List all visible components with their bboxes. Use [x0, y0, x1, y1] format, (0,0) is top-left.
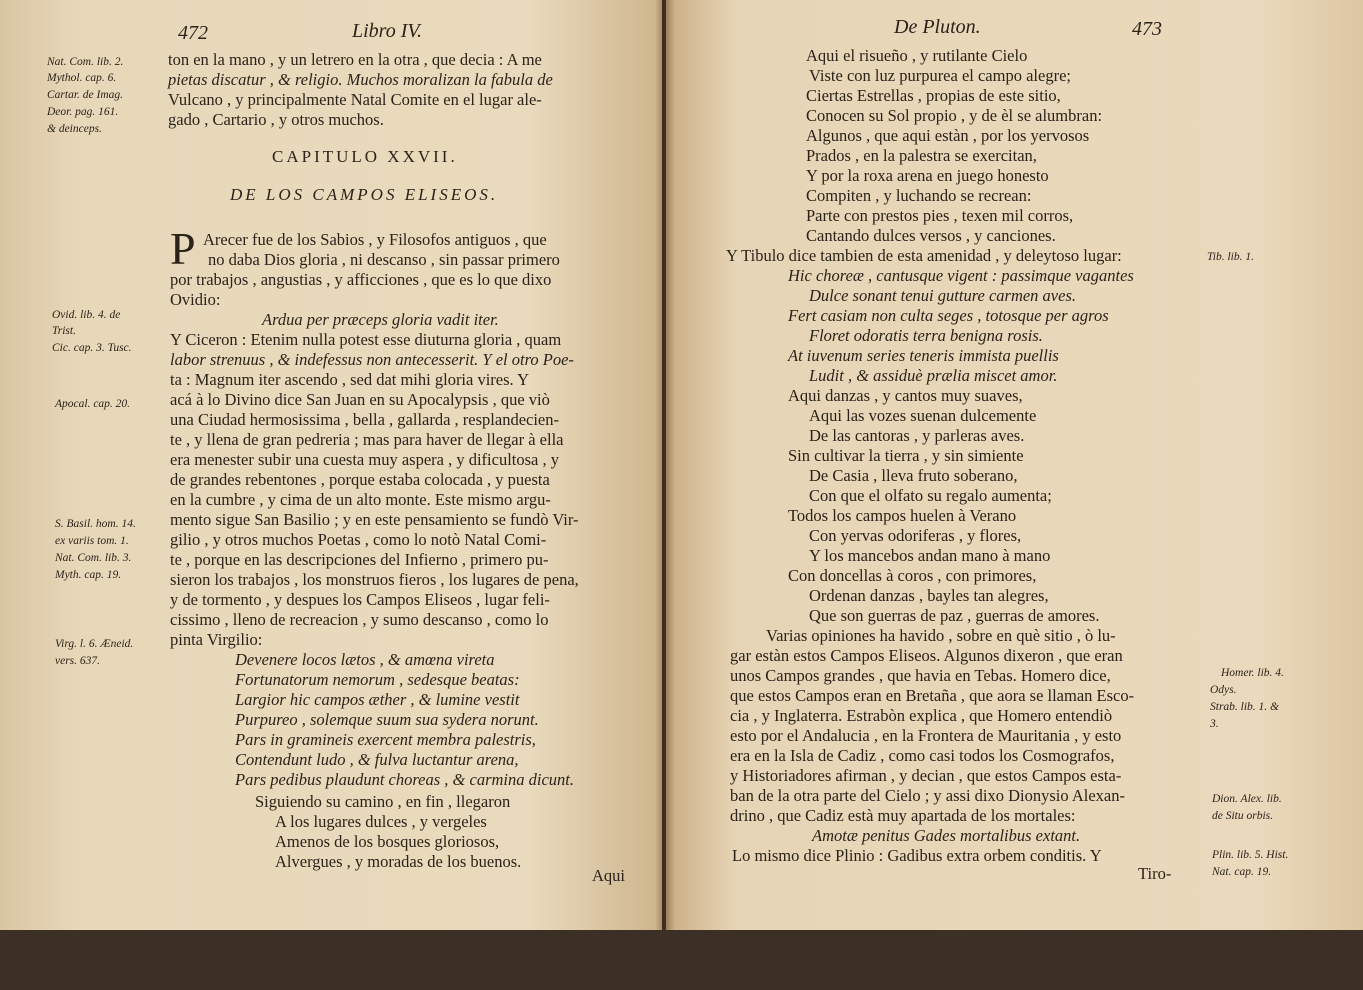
background-surface — [0, 930, 1363, 990]
catchword: Tiro- — [1138, 864, 1172, 883]
text-line: gar estàn estos Campos Eliseos. Algunos dixeron , que eran — [730, 646, 1123, 665]
verse-line: Que son guerras de paz , guerras de amores. — [809, 606, 1100, 625]
verse-line: Ordenan danzas , bayles tan alegres, — [809, 586, 1049, 605]
text-line: Y Tibulo dice tambien de esta amenidad , y deleytoso lugar: — [726, 246, 1122, 265]
text-line: sieron los trabajos , los monstruos fieros , los lugares de pena, — [170, 570, 579, 589]
text-line: ta : Magnum iter ascendo , sed dat mihi gloria vires. Y — [170, 370, 530, 389]
text-line: Arecer fue de los Sabios , y Filosofos antiguos , que — [203, 230, 547, 249]
margin-note: Strab. lib. 1. & — [1210, 701, 1280, 713]
text-line: Varias opiniones ha havido , sobre en què sitio , ò lu- — [766, 626, 1116, 645]
chapter-subtitle: DE LOS CAMPOS ELISEOS. — [230, 185, 499, 204]
text-line: acá à lo Divino dice San Juan en su Apocalypsis , que viò — [170, 390, 550, 409]
chapter-title: CAPITULO XXVII. — [272, 147, 458, 166]
verse-line: Fortunatorum nemorum , sedesque beatas: — [235, 670, 520, 689]
verse-line: Ardua per præceps gloria vadit iter. — [262, 310, 499, 329]
verse-line: Prados , en la palestra se exercitan, — [806, 146, 1037, 165]
verse-line: Aqui las vozes suenan dulcemente — [809, 406, 1037, 425]
margin-note: S. Basil. hom. 14. — [55, 518, 136, 530]
text-line: te , y llena de gran pedreria ; mas para haver de llegar à ella — [170, 430, 564, 449]
margin-note: & deinceps. — [47, 123, 102, 135]
text-line: gado , Cartario , y otros muchos. — [168, 110, 384, 129]
verse-line: Pars in gramineis exercent membra palestris, — [235, 730, 536, 749]
text-line: ban de la otra parte del Cielo ; y assi dixo Dionysio Alexan- — [730, 786, 1125, 805]
drop-cap: P — [170, 223, 196, 274]
verse-line: Aqui danzas , y cantos muy suaves, — [788, 386, 1023, 405]
margin-note: 3. — [1210, 718, 1219, 730]
verse-line: Viste con luz purpurea el campo alegre; — [809, 66, 1071, 85]
margin-note: Homer. lib. 4. — [1221, 667, 1284, 679]
text-line: pinta Virgilio: — [170, 630, 263, 649]
text-line: esto por el Andalucia , en la Frontera de Mauritania , y esto — [730, 726, 1122, 745]
verse-line: Cantando dulces versos , y canciones. — [806, 226, 1056, 245]
verse-line: Ludit , & assiduè prælia miscet amor. — [809, 366, 1058, 385]
text-line: Vulcano , y principalmente Natal Comite en el lugar ale- — [168, 90, 542, 109]
verse-line: Amotæ penitus Gades mortalibus extant. — [812, 826, 1081, 845]
text-line: unos Campos grandes , que havia en Tebas. Homero dice, — [730, 666, 1111, 685]
left-page — [0, 0, 662, 930]
verse-line: Aqui el risueño , y rutilante Cielo — [806, 46, 1028, 65]
margin-note: Nat. cap. 19. — [1212, 866, 1272, 878]
verse-line: At iuvenum series teneris immista puellis — [788, 346, 1059, 365]
text-line: labor strenuus , & indefessus non antecesserit. Y el otro Poe- — [170, 350, 574, 369]
text-line: cissimo , lleno de recreacion , y sumo descanso , como lo — [170, 610, 549, 629]
right-page — [666, 0, 1363, 930]
text-line: gilio , y otros muchos Poetas , como lo notò Natal Comi- — [170, 530, 547, 549]
text-line: era menester subir una cuesta muy aspera , y dificultosa , y — [170, 450, 559, 469]
verse-line: Parte con prestos pies , texen mil corros, — [806, 206, 1074, 225]
text-line: en la cumbre , y cima de un alto monte. Este mismo argu- — [170, 490, 551, 509]
margin-note: Apocal. cap. 20. — [55, 398, 131, 410]
margin-note: Plin. lib. 5. Hist. — [1212, 849, 1289, 861]
verse-line: Purpureo , solemque suum sua sydera norunt. — [235, 710, 539, 729]
text-line: te , porque en las descripciones del Infierno , primero pu- — [170, 550, 549, 569]
text-line: era en la Isla de Cadiz , como casi todos los Cosmografos, — [730, 746, 1115, 765]
margin-note: Mythol. cap. 6. — [47, 72, 117, 84]
running-head: De Pluton. — [894, 16, 981, 38]
margin-note: Dion. Alex. lib. — [1212, 793, 1282, 805]
verse-line: Siguiendo su camino , en fin , llegaron — [255, 792, 511, 811]
verse-line: Algunos , que aqui estàn , por los yervosos — [806, 126, 1090, 145]
verse-line: Largior hic campos æther , & lumine vestit — [235, 690, 520, 709]
verse-line: Conocen su Sol propio , y de èl se alumbran: — [806, 106, 1103, 125]
running-head: Libro IV. — [352, 20, 423, 42]
verse-line: Contendunt ludo , & fulva luctantur arena, — [235, 750, 519, 769]
verse-line: Con doncellas à coros , con primores, — [788, 566, 1037, 585]
margin-note: vers. 637. — [55, 655, 101, 667]
margin-note: Cic. cap. 3. Tusc. — [52, 342, 132, 354]
text-line: y de tormento , y despues los Campos Eliseos , lugar feli- — [170, 590, 550, 609]
text-line: no daba Dios gloria , ni descanso , sin passar primero — [208, 250, 560, 269]
verse-line: Con yervas odoriferas , y flores, — [809, 526, 1022, 545]
text-line: cia , y Inglaterra. Estrabòn explica , que Homero entendiò — [730, 706, 1113, 725]
verse-line: Pars pedibus plaudunt choreas , & carmina dicunt. — [235, 770, 574, 789]
text-line: ton en la mano , y un letrero en la otra , que decia : A me — [168, 50, 542, 69]
verse-line: Con que el olfato su regalo aumenta; — [809, 486, 1052, 505]
margin-note: Myth. cap. 19. — [55, 569, 122, 581]
text-line: drino , que Cadiz està muy apartada de los mortales: — [730, 806, 1076, 825]
text-line: que estos Campos eran en Bretaña , que aora se llaman Esco- — [730, 686, 1135, 705]
verse-line: De Casia , lleva fruto soberano, — [809, 466, 1018, 485]
text-line: mento sigue San Basilio ; y en este pensamiento se fundò Vir- — [170, 510, 579, 529]
book-gutter — [655, 0, 675, 930]
verse-line: Floret odoratis terra benigna rosis. — [809, 326, 1043, 345]
verse-line: Alvergues , y moradas de los buenos. — [275, 852, 522, 871]
verse-line: Hic choreæ , cantusque vigent : passimque vagantes — [788, 266, 1134, 285]
page-number: 472 — [178, 22, 208, 44]
verse-line: Fert casiam non culta seges , totosque per agros — [788, 306, 1109, 325]
verse-line: Dulce sonant tenui gutture carmen aves. — [809, 286, 1076, 305]
text-line: pietas discatur , & religio. Muchos moralizan la fabula de — [168, 70, 553, 89]
text-line: Y Ciceron : Etenim nulla potest esse diuturna gloria , quam — [170, 330, 562, 349]
margin-note: Nat. Com. lib. 3. — [55, 552, 132, 564]
margin-note: Deor. pag. 161. — [47, 106, 119, 118]
margin-note: Virg. l. 6. Æneid. — [55, 638, 134, 650]
verse-line: Amenos de los bosques gloriosos, — [275, 832, 500, 851]
text-line: y Historiadores afirman , y decian , que estos Campos esta- — [730, 766, 1122, 785]
verse-line: De las cantoras , y parleras aves. — [809, 426, 1025, 445]
verse-line: A los lugares dulces , y vergeles — [275, 812, 487, 831]
text-line: por trabajos , angustias , y afficciones , que es lo que dixo — [170, 270, 552, 289]
margin-note: Tib. lib. 1. — [1207, 251, 1254, 263]
text-line: una Ciudad hermosissima , bella , gallarda , resplandecien- — [170, 410, 559, 429]
page-number: 473 — [1132, 18, 1162, 40]
margin-note: Nat. Com. lib. 2. — [47, 56, 124, 68]
margin-note: Trist. — [52, 325, 76, 337]
margin-note: Ovid. lib. 4. de — [52, 309, 121, 321]
text-line: Ovidio: — [170, 290, 221, 309]
verse-line: Ciertas Estrellas , propias de este sitio, — [806, 86, 1061, 105]
verse-line: Compiten , y luchando se recrean: — [806, 186, 1032, 205]
catchword: Aqui — [592, 866, 625, 885]
text-line: de grandes rebentones , porque estaba colocada , y puesta — [170, 470, 550, 489]
verse-line: Devenere locos lætos , & amœna vireta — [235, 650, 495, 669]
verse-line: Sin cultivar la tierra , y sin simiente — [788, 446, 1024, 465]
verse-line: Y por la roxa arena en juego honesto — [806, 166, 1049, 185]
text-line: Lo mismo dice Plinio : Gadibus extra orbem conditis. Y — [732, 846, 1102, 865]
margin-note: Cartar. de Imag. — [47, 89, 124, 101]
verse-line: Y los mancebos andan mano à mano — [809, 546, 1051, 565]
margin-note: Odys. — [1210, 684, 1237, 696]
margin-note: ex variis tom. 1. — [55, 535, 129, 547]
margin-note: de Situ orbis. — [1212, 810, 1274, 822]
verse-line: Todos los campos huelen à Verano — [788, 506, 1017, 525]
